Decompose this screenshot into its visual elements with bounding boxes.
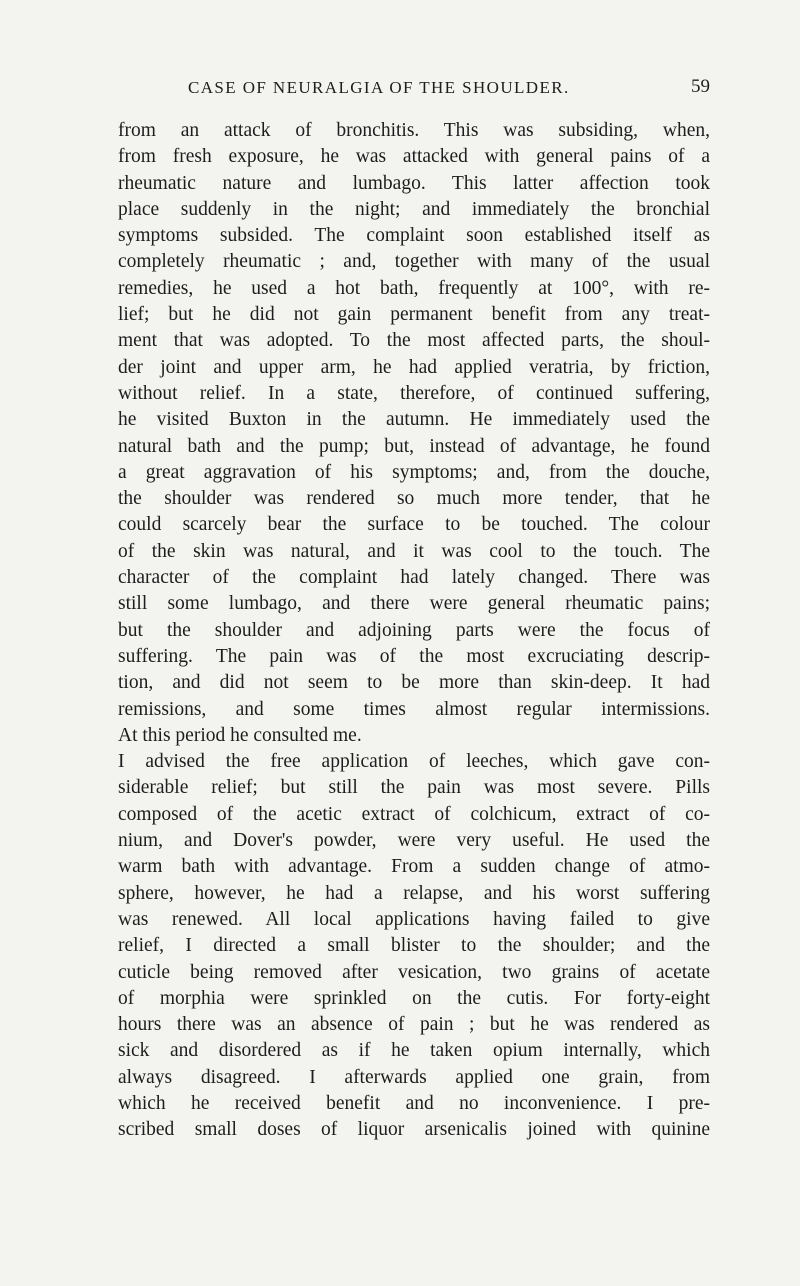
- text-line: completely rheumatic ; and, together with many of the usual: [118, 251, 710, 273]
- text-line: ment that was adopted. To the most affected parts, the shoul-: [118, 330, 710, 352]
- text-line: without relief. In a state, therefore, of continued suffering,: [118, 382, 710, 404]
- page-number: 59: [691, 76, 710, 97]
- text-line: siderable relief; but still the pain was most severe. Pills: [118, 777, 710, 799]
- text-line: I advised the free application of leeches, which gave con-: [118, 751, 710, 773]
- text-line: he visited Buxton in the autumn. He immediately used the: [118, 409, 710, 431]
- text-line: natural bath and the pump; but, instead of advantage, he found: [118, 435, 710, 457]
- text-line: hours there was an absence of pain ; but he was rendered as: [118, 1014, 710, 1036]
- running-title: CASE OF NEURALGIA OF THE SHOULDER.: [188, 78, 570, 97]
- text-line: was renewed. All local applications having failed to give: [118, 908, 710, 930]
- text-line: the shoulder was rendered so much more tender, that he: [118, 488, 710, 510]
- text-line: still some lumbago, and there were general rheumatic pains;: [118, 593, 710, 615]
- text-line: relief, I directed a small blister to the shoulder; and the: [118, 935, 710, 957]
- text-line: which he received benefit and no inconvenience. I pre-: [118, 1092, 710, 1114]
- text-line: remedies, he used a hot bath, frequently at 100°, with re-: [118, 277, 710, 299]
- text-line: always disagreed. I afterwards applied one grain, from: [118, 1066, 710, 1088]
- text-line: sick and disordered as if he taken opium internally, which: [118, 1040, 710, 1062]
- text-line: remissions, and some times almost regular intermissions.: [118, 698, 710, 720]
- text-line: At this period he consulted me.: [118, 724, 362, 746]
- body-text: [118, 118, 710, 1144]
- text-line: der joint and upper arm, he had applied veratria, by friction,: [118, 356, 710, 378]
- text-line: could scarcely bear the surface to be touched. The colour: [118, 514, 710, 536]
- text-line: composed of the acetic extract of colchicum, extract of co-: [118, 803, 710, 825]
- text-line: character of the complaint had lately changed. There was: [118, 567, 710, 589]
- running-head: [118, 78, 710, 104]
- text-line: tion, and did not seem to be more than skin-deep. It had: [118, 672, 710, 694]
- text-line: from fresh exposure, he was attacked with general pains of a: [118, 146, 710, 168]
- text-line: a great aggravation of his symptoms; and, from the douche,: [118, 461, 710, 483]
- text-line: sphere, however, he had a relapse, and his worst suffering: [118, 882, 710, 904]
- text-line: but the shoulder and adjoining parts were the focus of: [118, 619, 710, 641]
- text-line: warm bath with advantage. From a sudden change of atmo-: [118, 856, 710, 878]
- text-line: lief; but he did not gain permanent benefit from any treat-: [118, 304, 710, 326]
- text-line: nium, and Dover's powder, were very useful. He used the: [118, 830, 710, 852]
- text-line: place suddenly in the night; and immediately the bronchial: [118, 198, 710, 220]
- text-line: symptoms subsided. The complaint soon established itself as: [118, 225, 710, 247]
- text-line: from an attack of bronchitis. This was subsiding, when,: [118, 120, 710, 141]
- text-line: suffering. The pain was of the most excruciating descrip-: [118, 645, 710, 667]
- text-line: cuticle being removed after vesication, two grains of acetate: [118, 961, 710, 983]
- text-line: rheumatic nature and lumbago. This latter affection took: [118, 172, 710, 194]
- text-line: of the skin was natural, and it was cool to the touch. The: [118, 540, 710, 562]
- text-line: of morphia were sprinkled on the cutis. For forty-eight: [118, 987, 710, 1009]
- text-line: scribed small doses of liquor arsenicalis joined with quinine: [118, 1119, 710, 1141]
